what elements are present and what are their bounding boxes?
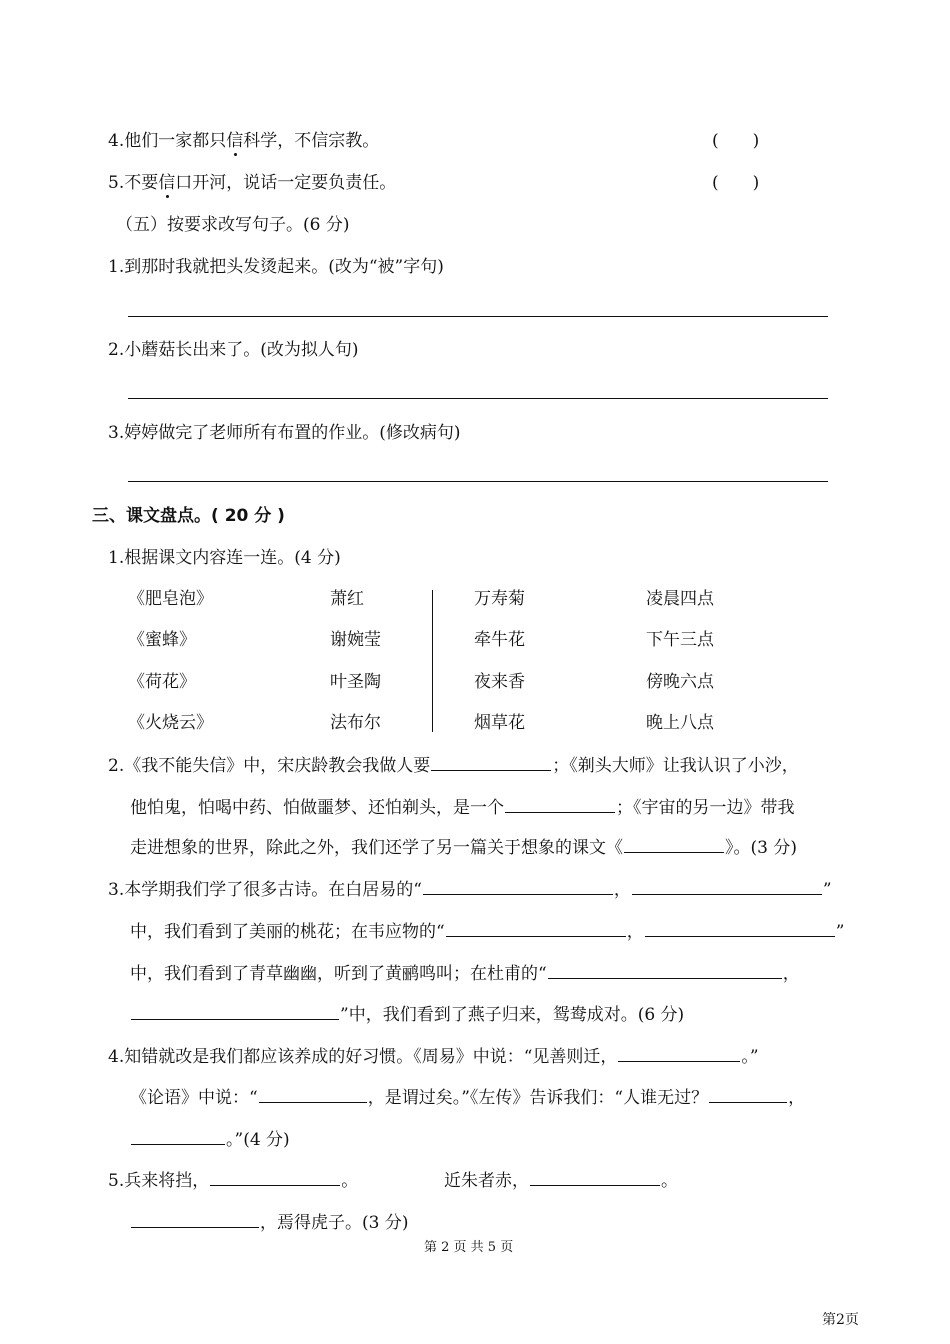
judge-item-4-text-a: 4.他们一家都只 — [108, 131, 227, 151]
judge-item-5-text-a: 5.不要 — [108, 173, 159, 193]
q5-text: 近朱者赤， — [444, 1171, 529, 1191]
q4-text: 。” — [741, 1047, 759, 1067]
match-author[interactable]: 谢婉莹 — [330, 630, 381, 650]
judge-item-5-marked-char: 信 — [158, 173, 176, 193]
q4-text: ，是谓过矣。”《左传》告诉我们：“人谁无过？ — [367, 1088, 709, 1108]
judge-item-4 — [108, 129, 379, 153]
match-flower[interactable]: 烟草花 — [474, 713, 525, 733]
q5-text: ，焉得虎子。(3 分) — [260, 1213, 409, 1233]
section-3-q1: 1.根据课文内容连一连。(4 分) — [108, 548, 341, 568]
judge-item-4-answer-paren[interactable]: ( ) — [712, 131, 760, 151]
rewrite-item-1: 1.到那时我就把头发烫起来。(改为“被”字句) — [108, 257, 444, 277]
rewrite-section-title: （五）按要求改写句子。(6 分) — [116, 215, 350, 235]
q2-text: 走进想象的世界，除此之外，我们还学了另一篇关于想象的课文《 — [130, 838, 623, 858]
section-3-q3-line-2 — [130, 918, 844, 944]
q2-text: 2.《我不能失信》中，宋庆龄教会我做人要 — [108, 756, 431, 776]
judge-item-5-text-b: 口开河，说话一定要负责任。 — [175, 173, 397, 193]
match-book[interactable]: 《火烧云》 — [128, 713, 213, 733]
q2-text: ；《宇宙的另一边》带我 — [616, 798, 795, 818]
q3-blank-3[interactable] — [446, 918, 626, 937]
section-3-q2-line-2 — [130, 794, 795, 820]
q4-blank-3[interactable] — [709, 1084, 787, 1103]
q2-blank-2[interactable] — [505, 794, 615, 813]
q4-text: 。”(4 分) — [226, 1130, 290, 1150]
q3-text: ， — [626, 922, 644, 942]
q4-text: ， — [788, 1088, 806, 1108]
rewrite-item-2: 2.小蘑菇长出来了。(改为拟人句) — [108, 340, 359, 360]
q3-blank-4[interactable] — [645, 918, 835, 937]
judge-item-4-text-b: 科学，不信宗教。 — [243, 131, 380, 151]
q4-text: 4.知错就改是我们都应该养成的好习惯。《周易》中说：“见善则迁， — [108, 1047, 618, 1067]
section-3-q4-line-3 — [130, 1126, 290, 1152]
section-3-q2-line-1 — [108, 752, 799, 778]
q3-text: ， — [782, 964, 800, 984]
q5-text: 。 — [661, 1171, 678, 1191]
match-flower[interactable]: 牵牛花 — [474, 630, 525, 650]
match-author[interactable]: 叶圣陶 — [330, 672, 381, 692]
section-3-q3-line-4 — [130, 1001, 684, 1027]
q2-blank-3[interactable] — [624, 834, 724, 853]
q3-text: 3.本学期我们学了很多古诗。在白居易的“ — [108, 880, 422, 900]
q2-blank-1[interactable] — [431, 752, 551, 771]
q2-text: 他怕鬼，怕喝中药、怕做噩梦、还怕剃头，是一个 — [130, 798, 504, 818]
match-flower[interactable]: 万寿菊 — [474, 589, 525, 609]
section-3-q5-line-1b — [444, 1167, 678, 1193]
rewrite-answer-line-3[interactable] — [128, 481, 828, 482]
q5-blank-2[interactable] — [530, 1167, 660, 1186]
q4-blank-2[interactable] — [259, 1084, 367, 1103]
q3-text: ” — [835, 922, 845, 942]
q3-blank-6[interactable] — [131, 1001, 339, 1020]
match-book[interactable]: 《荷花》 — [128, 672, 196, 692]
match-time[interactable]: 下午三点 — [646, 630, 714, 650]
q5-blank-3[interactable] — [131, 1209, 259, 1228]
section-3-q3-line-1 — [108, 876, 832, 902]
section-3-q2-line-3 — [130, 834, 797, 860]
q5-text: 5.兵来将挡， — [108, 1171, 210, 1191]
judge-item-4-marked-char: 信 — [226, 131, 244, 151]
q5-text: 。 — [341, 1171, 359, 1191]
q3-text: ” — [822, 880, 832, 900]
section-3-q4-line-2 — [130, 1084, 805, 1110]
match-author[interactable]: 萧红 — [330, 589, 364, 609]
match-flower[interactable]: 夜来香 — [474, 672, 525, 692]
match-book[interactable]: 《蜜蜂》 — [128, 630, 196, 650]
corner-page-label: 第2页 — [822, 1312, 859, 1328]
q5-blank-1[interactable] — [210, 1167, 340, 1186]
judge-item-5-answer-paren[interactable]: ( ) — [712, 173, 760, 193]
match-time[interactable]: 傍晚六点 — [646, 672, 714, 692]
section-3-q5-line-1a — [108, 1167, 358, 1193]
q4-blank-4[interactable] — [131, 1126, 225, 1145]
page-number-footer: 第 2 页 共 5 页 — [424, 1240, 514, 1255]
rewrite-answer-line-1[interactable] — [128, 316, 828, 317]
match-time[interactable]: 凌晨四点 — [646, 589, 714, 609]
q3-blank-2[interactable] — [632, 876, 822, 895]
section-3-q3-line-3 — [130, 960, 800, 986]
q2-text: 》。(3 分) — [725, 838, 797, 858]
section-3-title: 三、课文盘点。( 20 分 ) — [92, 506, 285, 526]
judge-item-5 — [108, 171, 396, 195]
match-time[interactable]: 晚上八点 — [646, 713, 714, 733]
q3-text: 中，我们看到了青草幽幽，听到了黄鹂鸣叫；在杜甫的“ — [130, 964, 547, 984]
q4-blank-1[interactable] — [618, 1043, 740, 1062]
match-book[interactable]: 《肥皂泡》 — [128, 589, 213, 609]
section-3-q5-line-2 — [130, 1209, 408, 1235]
q2-text: ；《剃头大师》让我认识了小沙， — [552, 756, 799, 776]
q4-text: 《论语》中说：“ — [130, 1088, 258, 1108]
rewrite-answer-line-2[interactable] — [128, 398, 828, 399]
q3-text: 中，我们看到了美丽的桃花；在韦应物的“ — [130, 922, 445, 942]
match-author[interactable]: 法布尔 — [330, 713, 381, 733]
q3-text: ， — [613, 880, 631, 900]
rewrite-item-3: 3.婷婷做完了老师所有布置的作业。(修改病句) — [108, 423, 461, 443]
q3-blank-1[interactable] — [423, 876, 613, 895]
q3-text: ”中，我们看到了燕子归来，鸳鸯成对。(6 分) — [340, 1005, 685, 1025]
matching-divider — [432, 590, 433, 732]
section-3-q4-line-1 — [108, 1043, 759, 1069]
q3-blank-5[interactable] — [548, 960, 782, 979]
